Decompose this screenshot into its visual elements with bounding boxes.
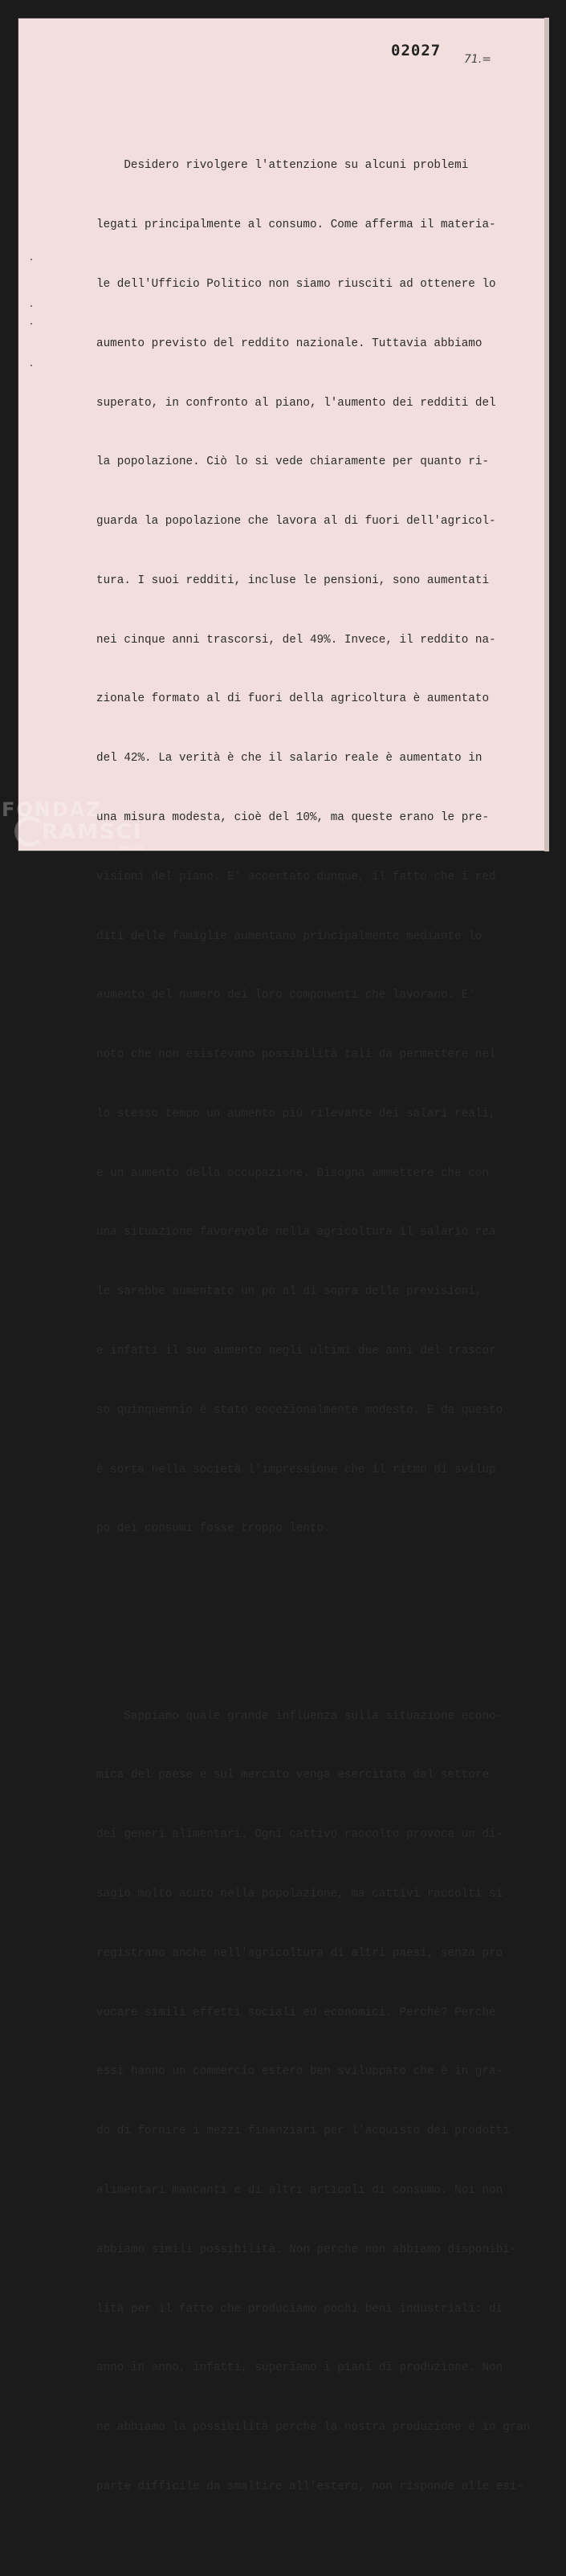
margin-dot [31, 259, 32, 260]
text-line: del 42%. La verità è che il salario reale è aumentato in [96, 752, 483, 765]
text-line: Desidero rivolgere l'attenzione su alcuni problemi [96, 159, 469, 173]
paragraph-2 [96, 1668, 530, 2537]
paragraph-gap [96, 1618, 530, 1627]
text-line: so quinquennio è stato eccezionalmente modesto. E da questo [96, 1403, 503, 1417]
page-edge [544, 18, 549, 851]
text-line: zionale formato al di fuori della agricoltura è aumentato [96, 692, 490, 706]
text-line: visioni del piano. E' accertato dunque, il fatto che i red [96, 870, 496, 884]
text-line: nei cinque anni trascorsi, del 49%. Invece, il reddito na- [96, 633, 496, 647]
margin-dot [31, 323, 32, 325]
watermark-g-logo [14, 816, 45, 847]
text-line: una misura modesta, cioè del 10%, ma queste erano le pre- [96, 810, 490, 824]
text-line: noto che non esistevano possibilità tali da permettere nel [96, 1048, 496, 1062]
text-line: abbiamo simili possibilità. Non perchè non abbiamo disponibi- [96, 2243, 517, 2256]
text-line: lo stesso tempo un aumento più rilevante dei salari reali, [96, 1107, 496, 1121]
text-line: ne abbiamo la possibilità perchè la nostra produzione è in gran [96, 2421, 531, 2435]
text-line: diti delle famiglie aumentano principalmente mediante lo [96, 929, 483, 943]
text-line: dei generi alimentari. Ogni cattivo raccolto provoca un di- [96, 1828, 503, 1842]
text-line: registrano anche nell'agricoltura di altri paesi, senza pro [96, 1946, 503, 1960]
paragraph-1 [96, 116, 530, 1578]
text-line: la popolazione. Ciò lo si vede chiaramente per quanto ri- [96, 455, 490, 469]
text-line: guarda la popolazione che lavora al di fuori dell'agricol- [96, 515, 496, 529]
text-line: essi hanno un commercio estero ben sviluppato che è in gra- [96, 2065, 503, 2079]
document-page [18, 18, 549, 2493]
text-line: aumento previsto del reddito nazionale. Tuttavia abbiamo [96, 337, 483, 350]
text-line: alimentari mancanti e di altri articoli di consumo. Noi non [96, 2183, 503, 2197]
text-line: superato, in confronto al piano, l'aumento dei redditi del [96, 396, 496, 410]
margin-marks [29, 259, 45, 419]
text-line: sagio molto acuto nella popolazione, ma cattivi raccolti si [96, 1888, 503, 1901]
text-line: aumento del numero dei loro componenti che lavorano. E' [96, 989, 475, 1002]
text-line: tura. I suoi redditi, incluse le pensioni, sono aumentati [96, 574, 490, 587]
watermark-line-1: FONDAZ [2, 798, 102, 821]
page-number: 71.= [464, 53, 491, 66]
text-line: anno in anno, infatti, superiamo i piani di produzione. Non [96, 2362, 503, 2375]
text-line: parte difficile da smaltire all'estero, non risponde alle esi- [96, 2480, 523, 2493]
typed-text [96, 77, 530, 2576]
text-line: do di fornire i mezzi finanziari per l'acquisto dei prodotti [96, 2125, 510, 2138]
text-line: po dei consumi fosse troppo lento. [96, 1522, 331, 1536]
text-line: legati principalmente al consumo. Come afferma il materia- [96, 218, 496, 232]
text-line: Sappiamo quale grande influenza sulla situazione econo- [96, 1709, 503, 1723]
text-line: una situazione favorevole nella agricoltura il salario rea [96, 1226, 496, 1239]
text-line: lità per il fatto che produciamo pochi beni industriali: di [96, 2302, 503, 2316]
watermark-sub: ONLUS [119, 845, 145, 851]
text-line: le sarebbe aumentato un pò al di sopra delle previsioni, [96, 1285, 483, 1299]
margin-dot [31, 305, 32, 307]
text-line: e un aumento della occupazione. Bisogna ammettere che con [96, 1166, 490, 1180]
margin-dot [31, 365, 32, 366]
text-line: e infatti il suo aumento negli ultimi due anni del trascor [96, 1345, 496, 1357]
fondazione-gramsci-watermark [0, 798, 161, 855]
document-number: 02027 [391, 42, 442, 59]
text-line: le dell'Ufficio Politico non siamo riusciti ad ottenere lo [96, 277, 496, 291]
text-line: vocare simili effetti sociali ed economici. Perchè? Perchè [96, 2006, 496, 2019]
text-line: mica del paese e sul mercato venga esercitata dal settore [96, 1769, 490, 1782]
watermark-line-2: RAMSCI [42, 820, 143, 844]
text-line: è sorta nella società l'impressione che il ritmo di svilup [96, 1463, 496, 1476]
